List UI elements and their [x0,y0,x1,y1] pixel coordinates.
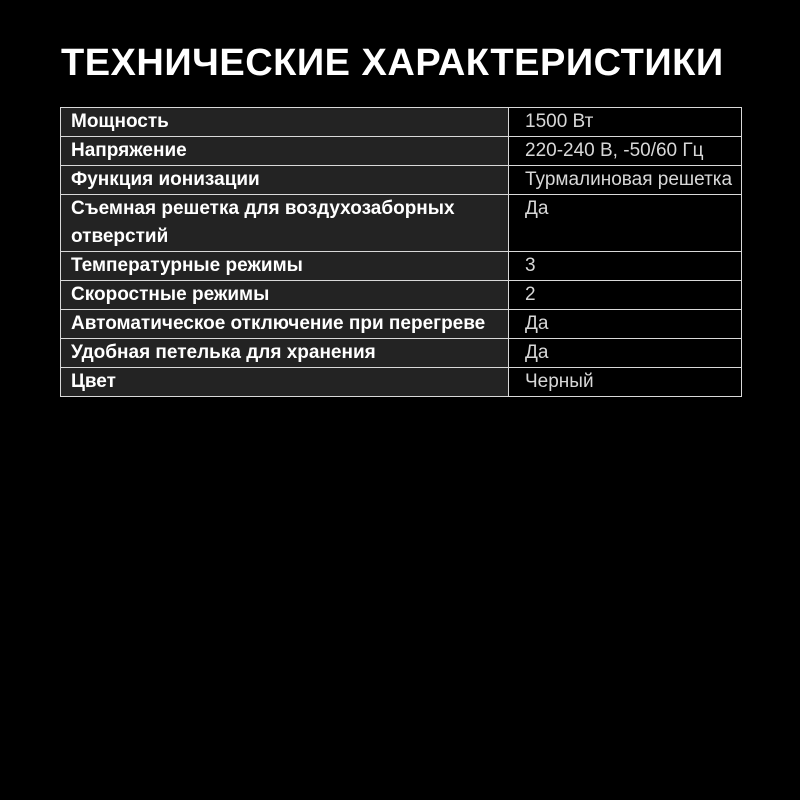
spec-label: Мощность [61,108,509,137]
table-row [61,166,742,195]
spec-label: Удобная петелька для хранения [61,339,509,368]
spec-value: Да [509,195,742,252]
spec-value: 220-240 В, -50/60 Гц [509,137,742,166]
table-row [61,339,742,368]
spec-label: Съемная решетка для воздухозаборных отверстий [61,195,509,252]
spec-value: 3 [509,252,742,281]
table-row [61,137,742,166]
spec-value: Да [509,310,742,339]
table-row [61,281,742,310]
spec-value: Черный [509,368,742,397]
page-title: ТЕХНИЧЕСКИЕ ХАРАКТЕРИСТИКИ [61,42,724,84]
spec-value: 2 [509,281,742,310]
spec-value: Турмалиновая решетка [509,166,742,195]
table-row [61,368,742,397]
spec-value: Да [509,339,742,368]
table-row [61,108,742,137]
table-row [61,310,742,339]
table-row [61,195,742,252]
spec-label: Цвет [61,368,509,397]
table-row [61,252,742,281]
spec-label: Напряжение [61,137,509,166]
spec-label: Функция ионизации [61,166,509,195]
spec-label: Автоматическое отключение при перегреве [61,310,509,339]
spec-label: Скоростные режимы [61,281,509,310]
spec-value: 1500 Вт [509,108,742,137]
spec-label: Температурные режимы [61,252,509,281]
specs-table [60,107,742,397]
